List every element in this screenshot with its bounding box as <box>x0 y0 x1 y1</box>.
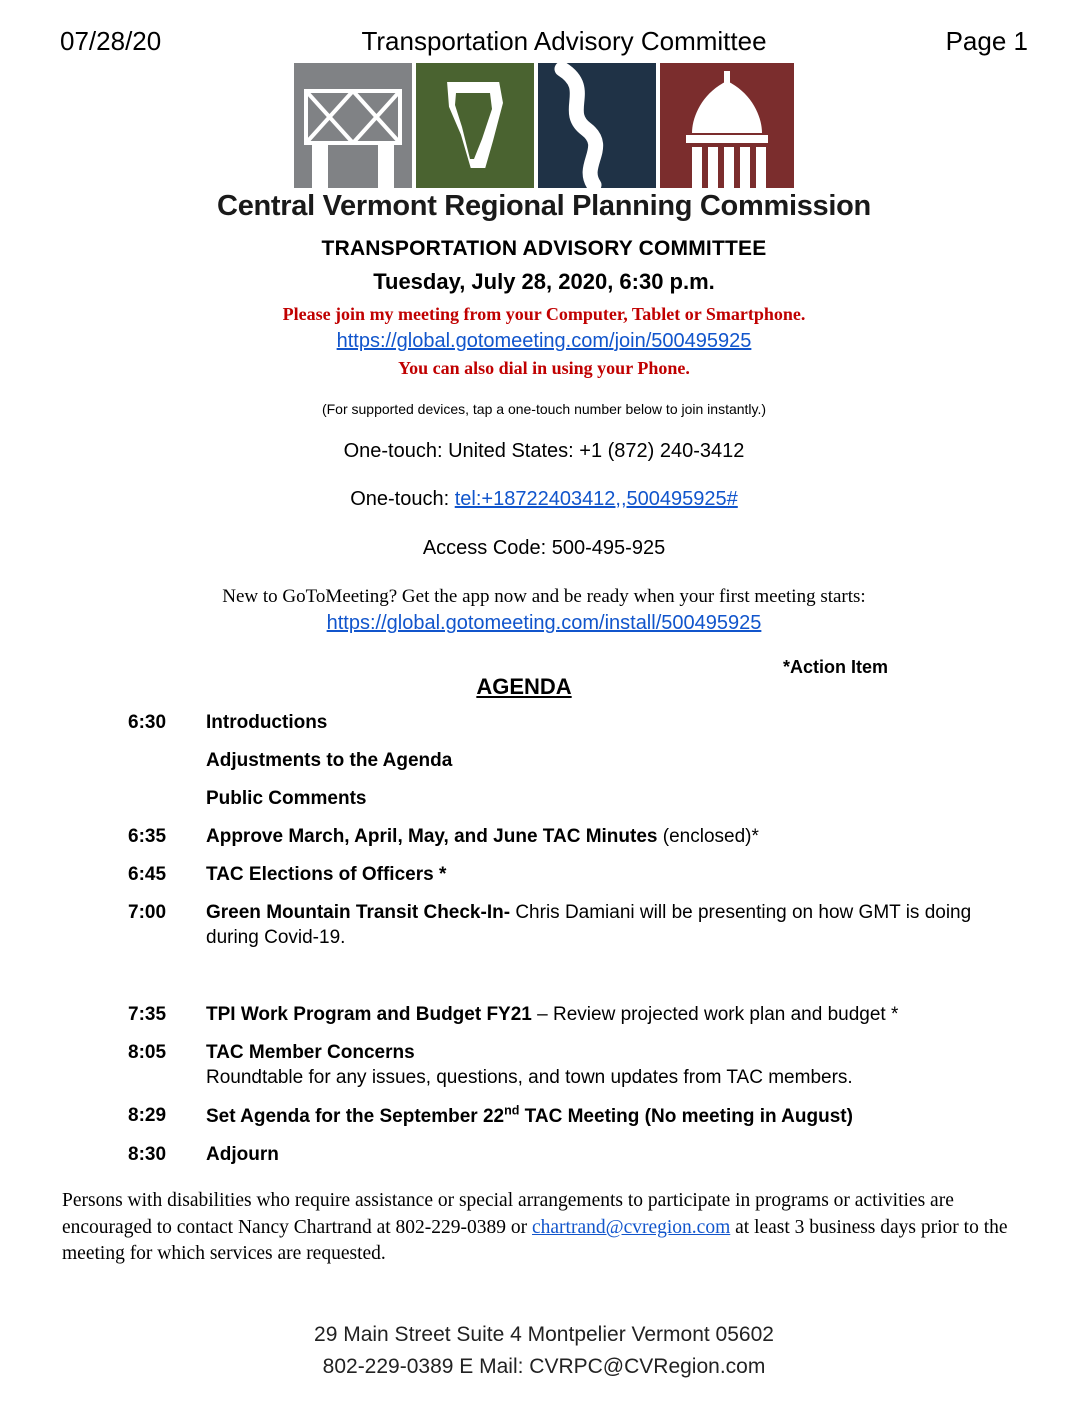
agenda-row <box>128 1002 1028 1027</box>
page-header <box>0 0 1088 57</box>
agenda-description <box>206 824 1028 849</box>
committee-name: TRANSPORTATION ADVISORY COMMITTEE <box>321 237 767 260</box>
footer-contact: 802-229-0389 E Mail: CVRPC@CVRegion.com <box>322 1354 766 1378</box>
agenda-time: 8:05 <box>128 1041 167 1063</box>
agenda-item-detail: Chris Damiani will be presenting on how GMT is doing during Covid-19. <box>206 902 972 949</box>
agenda-time: 8:29 <box>128 1104 167 1126</box>
meeting-datetime: Tuesday, July 28, 2020, 6:30 p.m. <box>373 269 715 294</box>
agenda-item-title: Introductions <box>206 712 328 733</box>
agenda-item-detail: (enclosed)* <box>657 826 759 848</box>
agenda-time: 6:45 <box>128 864 167 886</box>
agenda-description <box>206 862 1028 887</box>
header-title: Transportation Advisory Committee <box>361 26 767 56</box>
accessibility-note-part1: Persons with disabilities who require assistance or special arrangements to participate in programs or activities are encouraged to contact Nancy Chartrand at 802-229-0389 or <box>62 1190 954 1238</box>
agenda-item-detail: – Review projected work plan and budget * <box>531 1003 899 1025</box>
access-code: Access Code: 500-495-925 <box>422 537 666 559</box>
cvrpc-logo-icon <box>294 63 794 188</box>
dial-in-instruction: You can also dial in using your Phone. <box>398 358 690 378</box>
agenda-description <box>206 1103 1028 1129</box>
agenda-row <box>128 824 1028 849</box>
agenda-row <box>128 1040 1028 1090</box>
agenda-row <box>128 1103 1028 1129</box>
organization-logo <box>0 63 1088 223</box>
agenda-time: 6:30 <box>128 712 167 733</box>
agenda-item-detail: Roundtable for any issues, questions, and town updates from TAC members. <box>206 1066 853 1088</box>
agenda-row <box>128 1142 1028 1167</box>
accessibility-note-part2: at least 3 business days prior to the meeting for which services are requested. <box>62 1216 1008 1265</box>
agenda-list <box>0 710 1088 1167</box>
logo-organization-name: Central Vermont Regional Planning Commission <box>217 190 871 222</box>
agenda-row <box>128 900 1028 950</box>
agenda-row <box>128 748 1028 773</box>
agenda-item-title: Public Comments <box>206 788 367 810</box>
accessibility-note <box>0 1180 1088 1268</box>
meeting-info <box>0 237 1088 635</box>
gotomeeting-join-link[interactable]: https://global.gotomeeting.com/join/500495925 <box>336 330 752 352</box>
agenda-description <box>206 1002 1028 1027</box>
gotomeeting-install-link[interactable]: https://global.gotomeeting.com/install/500495925 <box>326 612 762 634</box>
agenda-description <box>206 1040 1028 1090</box>
agenda-item-title: Set Agenda for the September 22nd TAC Meeting (No meeting in August) <box>206 1103 853 1128</box>
agenda-description <box>206 1142 1028 1167</box>
agenda-spacer <box>128 964 1028 1002</box>
one-touch-label: One-touch: <box>350 488 450 510</box>
one-touch-tel-link[interactable]: tel:+18722403412,,500495925# <box>454 488 738 510</box>
agenda-item-title: TPI Work Program and Budget FY21 <box>206 1003 532 1025</box>
join-instruction: Please join my meeting from your Computer, Tablet or Smartphone. <box>282 304 806 324</box>
agenda-time: 8:30 <box>128 1144 167 1166</box>
page-footer <box>0 1319 1088 1382</box>
action-item-note: *Action Item <box>782 657 888 677</box>
agenda-item-title: TAC Member Concerns <box>206 1041 415 1063</box>
header-date: 07/28/20 <box>60 26 162 56</box>
one-touch-tel-row <box>0 488 1088 511</box>
agenda-description <box>206 786 1028 811</box>
agenda-heading: AGENDA <box>476 674 572 699</box>
agenda-row <box>128 710 1028 735</box>
agenda-row <box>128 862 1028 887</box>
agenda-item-title: Adjourn <box>206 1144 279 1166</box>
agenda-item-title: TAC Elections of Officers * <box>206 864 447 886</box>
agenda-item-title: Approve March, April, May, and June TAC Minutes <box>206 826 658 848</box>
one-touch-us-number: One-touch: United States: +1 (872) 240-3412 <box>343 440 745 462</box>
footer-address: 29 Main Street Suite 4 Montpelier Vermont 05602 <box>314 1323 774 1346</box>
agenda-item-title: Adjustments to the Agenda <box>206 750 453 772</box>
agenda-item-title: Green Mountain Transit Check-In- <box>206 902 511 924</box>
header-page-number: Page 1 <box>945 26 1028 56</box>
agenda-time: 7:00 <box>128 902 167 924</box>
new-user-line: New to GoToMeeting? Get the app now and be ready when your first meeting starts: <box>222 586 866 607</box>
agenda-description <box>206 748 1028 773</box>
agenda-row <box>128 786 1028 811</box>
agenda-time: 7:35 <box>128 1003 167 1025</box>
agenda-time: 6:35 <box>128 826 167 848</box>
contact-email-link[interactable]: chartrand@cvregion.com <box>532 1216 731 1238</box>
agenda-description <box>206 710 1028 735</box>
agenda-description <box>206 900 1028 950</box>
one-touch-note: (For supported devices, tap a one-touch number below to join instantly.) <box>321 401 767 417</box>
